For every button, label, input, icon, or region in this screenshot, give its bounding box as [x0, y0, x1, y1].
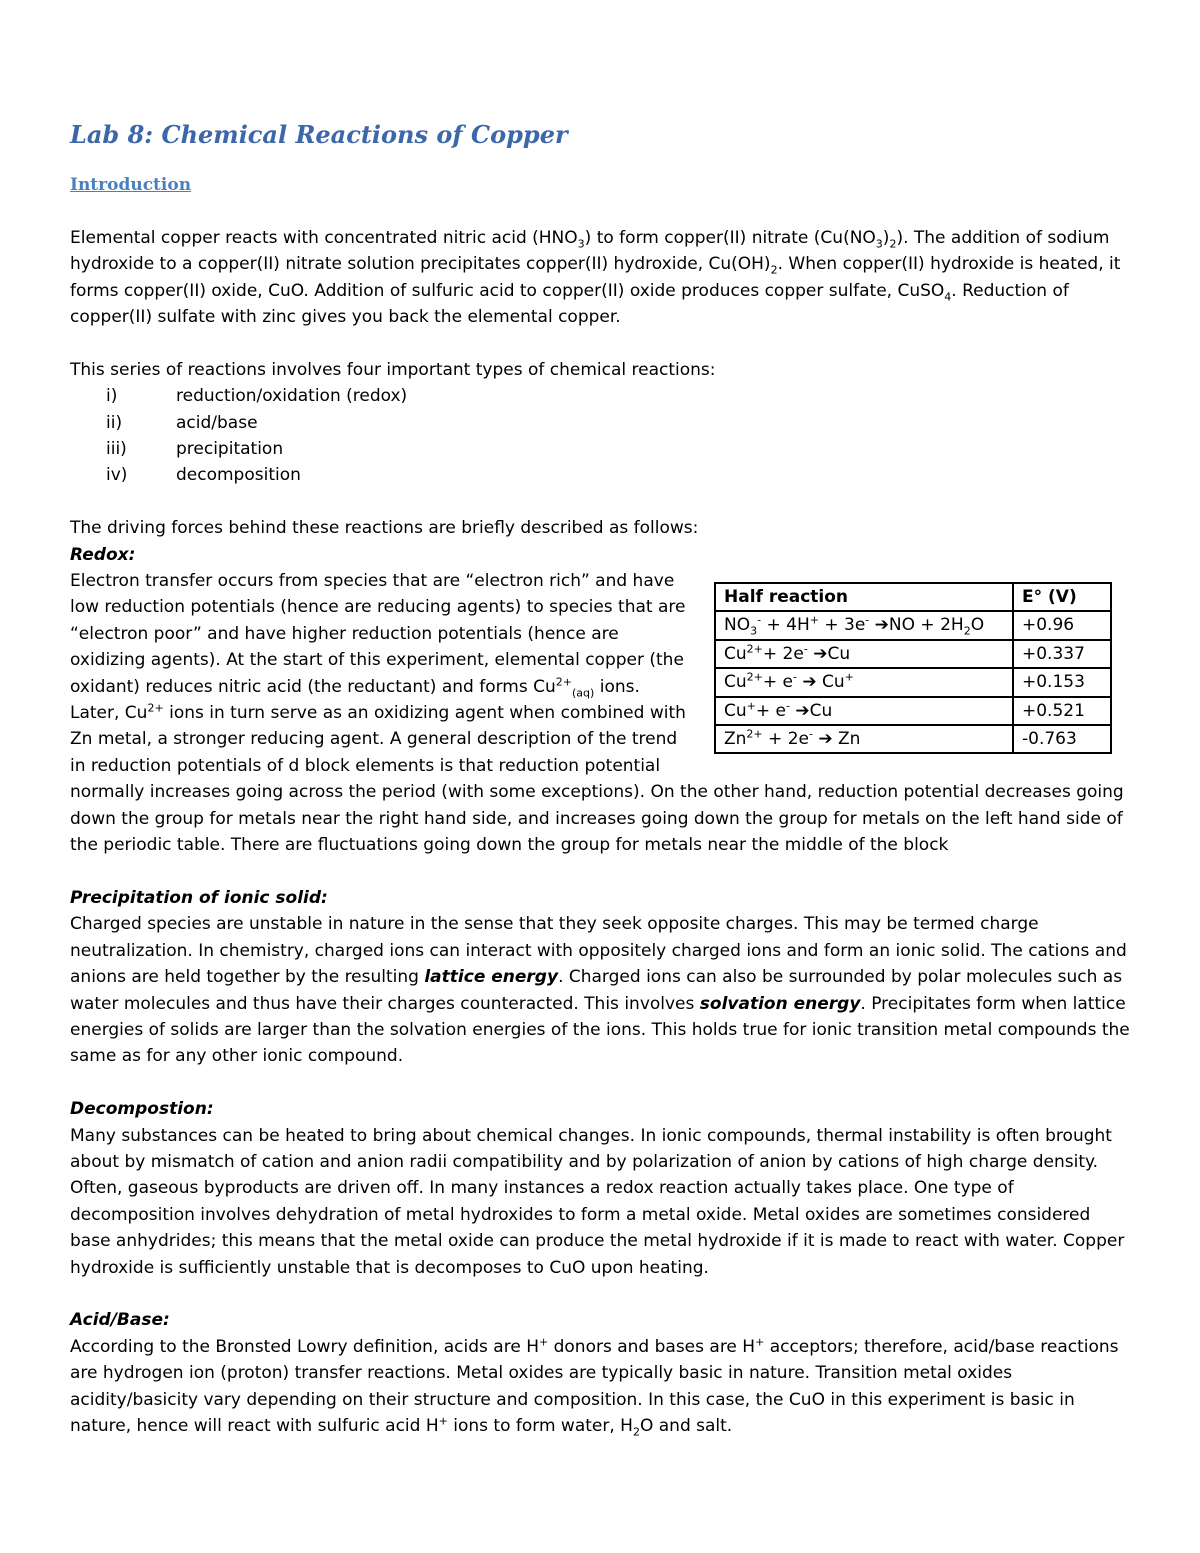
table-row	[715, 697, 1111, 725]
spacer	[70, 198, 1130, 224]
spacer	[70, 1070, 1130, 1096]
spacer	[70, 1281, 1130, 1307]
table-row	[715, 640, 1111, 668]
driving-forces-text: The driving forces behind these reactions are briefly described as follows:	[70, 518, 699, 539]
list-item: iv) decomposition	[106, 465, 301, 486]
potential-cell: +0.521	[1013, 697, 1111, 725]
table-header-potential: E° (V)	[1013, 583, 1111, 611]
table-header-row	[715, 583, 1111, 611]
precipitation-paragraph: Charged species are unstable in nature in the sense that they seek opposite charges. This may be termed charge neutralization. In chemistry, charged ions can interact with oppositely charged ions and form an ionic solid. The cations and anions are held together by the resulting lattice energy. Charged ions can also be surrounded by polar molecules such as water molecules and thus have their charges counteracted. This involves solvation energy. Precipitates form when lattice energies of solids are larger than the solvation energies of the ions. This holds true for ionic transition metal compounds the same as for any other ionic compound.	[70, 914, 1130, 1067]
potential-cell: -0.763	[1013, 725, 1111, 753]
half-reaction-cell: Cu++ e- ➔Cu	[715, 697, 1013, 725]
acidbase-heading: Acid/Base:	[70, 1310, 170, 1331]
decomposition-heading: Decompostion:	[70, 1099, 214, 1120]
precipitation-heading: Precipitation of ionic solid:	[70, 887, 328, 908]
half-reaction-cell: $Cu^{2+}+ e^-$ ➔ Cu+	[715, 668, 1013, 696]
half-reaction-cell: $Zn^{2+} + 2e^-$ ➔ Zn	[715, 725, 1013, 753]
potential-cell: +0.96	[1013, 611, 1111, 639]
table-row	[715, 611, 1111, 639]
half-reaction-table	[714, 582, 1112, 754]
spacer	[70, 859, 1130, 885]
decomposition-paragraph: Many substances can be heated to bring about chemical changes. In ionic compounds, thermal instability is often brought about by mismatch of cation and anion radii compatibility and by polarization of anion by cations of high charge density. Often, gaseous byproducts are driven off. In many instances a redox reaction actually takes place. One type of decomposition involves dehydration of metal hydroxides to form a metal oxide. Metal oxides are sometimes considered base anhydrides; this means that the metal oxide can produce the metal hydroxide if it is made to react with water. Copper hydroxide is sufficiently unstable that is decomposes to CuO upon heating.	[70, 1125, 1125, 1278]
table-row	[715, 725, 1111, 753]
half-reaction-cell: $NO_3^- + 4H^+ + 3e^-$ ➔NO + $2H_2O$	[715, 611, 1013, 639]
introduction-heading: Introduction	[70, 175, 192, 195]
half-reaction-cell: $Cu^{2+}+ 2e^-$ ➔Cu	[715, 640, 1013, 668]
document-body	[70, 118, 1130, 1439]
list-item: iii) precipitation	[106, 439, 284, 460]
reaction-types-list	[70, 383, 1130, 489]
reaction-types-intro: This series of reactions involves four important types of chemical reactions:	[70, 359, 716, 380]
redox-paragraph: Electron transfer occurs from species that are “electron rich” and have low reduction potentials (hence are reducing agents) to species that are “electron poor” and have higher reduction potentials (hence are oxidizing agents). At the start of this experiment, elemental copper (the oxidant) reduces nitric acid (the reductant) and forms $Cu^{2+}_{(aq)}$ ions. Later, $Cu^{2+}$ ions in turn serve as an oxidizing agent when combined with Zn metal, a stronger reducing agent. A general description of the trend in reduction potentials of d block elements is that reduction potential normally increases going across the period (with some exceptions). On the other hand, reduction potential decreases going down the group for metals near the right hand side, and increases going down the group for metals on the left hand side of the periodic table. There are fluctuations going down the group for metals near the middle of the block	[70, 571, 1124, 856]
list-item: ii) acid/base	[106, 412, 258, 433]
table-header-reaction: Half reaction	[715, 583, 1013, 611]
potential-cell: +0.337	[1013, 640, 1111, 668]
spacer	[70, 330, 1130, 356]
redox-heading: Redox:	[70, 544, 136, 565]
intro-paragraph: Elemental copper reacts with concentrated nitric acid $(HNO_3)$ to form copper(II) nitrate $(Cu(NO_3)_2)$. The addition of sodium hydroxide to a copper(II) nitrate solution precipitates copper(II) hydroxide, $Cu(OH)_2$. When copper(II) hydroxide is heated, it forms copper(II) oxide, CuO. Addition of sulfuric acid to copper(II) oxide produces copper sulfate, CuSO$_4$. Reduction of copper(II) sulfate with zinc gives you back the elemental copper.	[70, 227, 1121, 328]
list-item: i) reduction/oxidation (redox)	[106, 386, 408, 407]
potential-cell: +0.153	[1013, 668, 1111, 696]
acidbase-paragraph: According to the Bronsted Lowry definition, acids are H+ donors and bases are H+ acceptors; therefore, acid/base reactions are hydrogen ion (proton) transfer reactions. Metal oxides are typically basic in nature. Transition metal oxides acidity/basicity vary depending on their structure and composition. In this case, the CuO in this experiment is basic in nature, hence will react with sulfuric acid H+ ions to form water, $H_2O$ and salt.	[70, 1335, 1119, 1439]
table-row	[715, 668, 1111, 696]
page-title: Lab 8: Chemical Reactions of Copper	[70, 120, 568, 149]
spacer	[70, 489, 1130, 515]
